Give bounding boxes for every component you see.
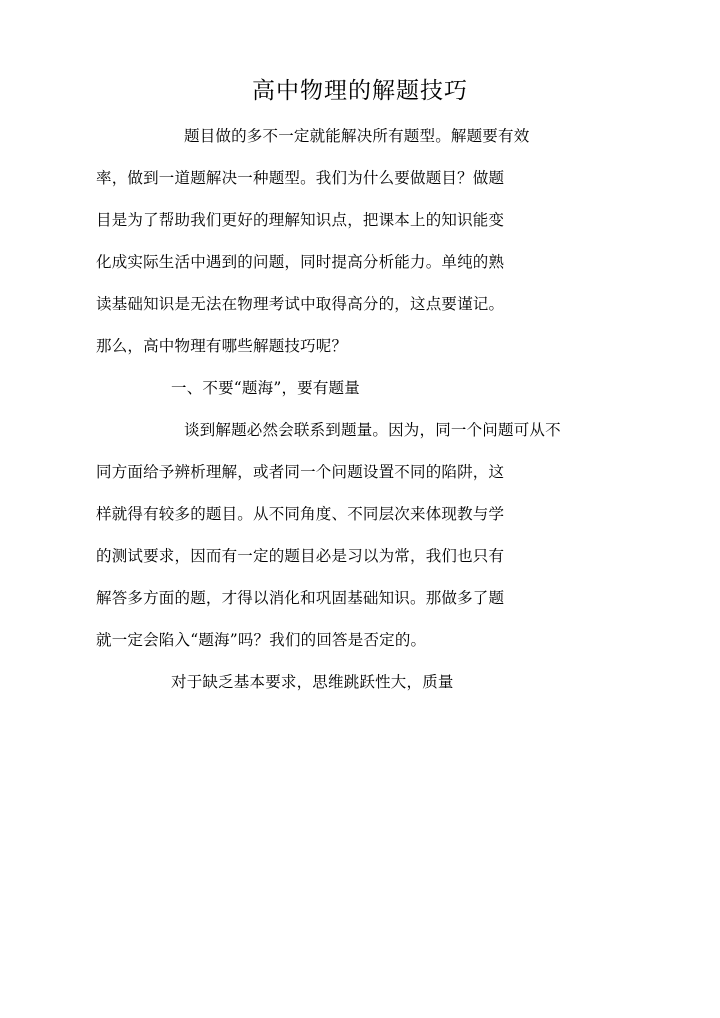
paragraph-9: 同方面给予辨析理解，或者同一个问题设置不同的陷阱，这 (96, 463, 505, 481)
paragraph-8: 谈到解题必然会联系到题量。因为，同一个问题可从不 (184, 421, 561, 439)
paragraph-3: 目是为了帮助我们更好的理解知识点，把课本上的知识能变 (96, 211, 505, 229)
paragraph-4: 化成实际生活中遇到的问题，同时提高分析能力。单纯的熟 (96, 253, 505, 271)
paragraph-1: 题目做的多不一定就能解决所有题型。解题要有效 (184, 127, 530, 145)
paragraph-13: 就一定会陷入“题海”吗？我们的回答是否定的。 (96, 631, 427, 649)
document-body (96, 74, 624, 710)
paragraph-10: 样就得有较多的题目。从不同角度、不同层次来体现教与学 (96, 505, 505, 523)
paragraph-2: 率，做到一道题解决一种题型。我们为什么要做题目？做题 (96, 169, 505, 187)
paragraph-5: 读基础知识是无法在物理考试中取得高分的，这点要谨记。 (96, 295, 505, 313)
paragraph-14: 对于缺乏基本要求，思维跳跃性大，质量 (171, 673, 454, 691)
paragraph-12: 解答多方面的题，才得以消化和巩固基础知识。那做多了题 (96, 589, 505, 607)
paragraph-6: 那么，高中物理有哪些解题技巧呢？ (96, 337, 348, 355)
page-title: 高中物理的解题技巧 (252, 78, 468, 104)
section-heading-1: 一、不要“题海”，要有题量 (171, 379, 360, 397)
paragraph-11: 的测试要求，因而有一定的题目必是习以为常，我们也只有 (96, 547, 505, 565)
